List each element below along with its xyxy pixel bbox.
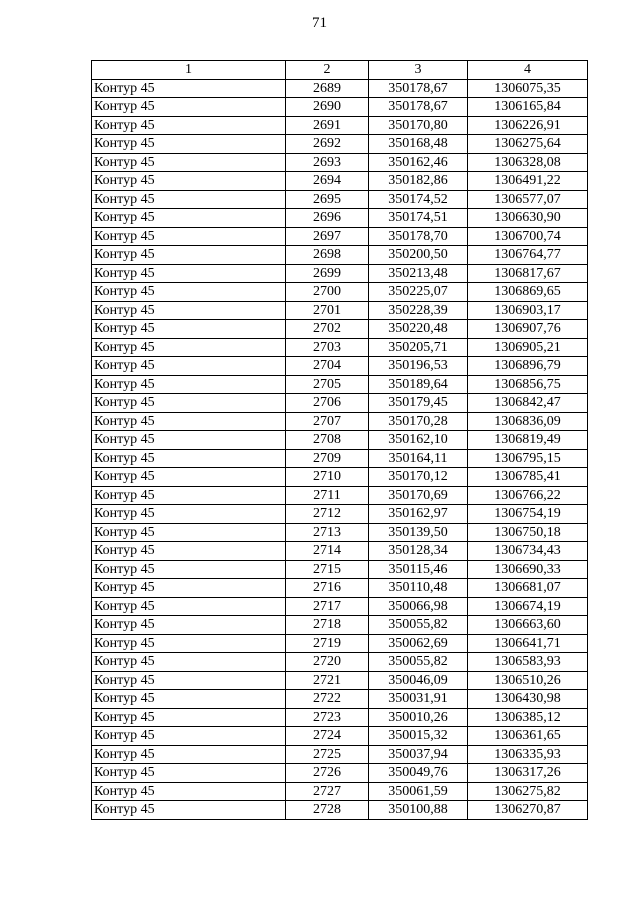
x-coordinate-cell: 350010,26	[369, 708, 468, 727]
point-number-cell: 2717	[286, 597, 369, 616]
point-number-cell: 2689	[286, 79, 369, 98]
page-number: 71	[312, 15, 327, 31]
contour-name-cell: Контур 45	[92, 727, 286, 746]
y-coordinate-cell: 1306270,87	[468, 801, 588, 820]
contour-name-cell: Контур 45	[92, 301, 286, 320]
y-coordinate-cell: 1306583,93	[468, 653, 588, 672]
contour-name-cell: Контур 45	[92, 782, 286, 801]
contour-name-cell: Контур 45	[92, 449, 286, 468]
y-coordinate-cell: 1306903,17	[468, 301, 588, 320]
table-row	[92, 79, 588, 98]
y-coordinate-cell: 1306275,64	[468, 135, 588, 154]
x-coordinate-cell: 350196,53	[369, 357, 468, 376]
point-number-cell: 2694	[286, 172, 369, 191]
y-coordinate-cell: 1306856,75	[468, 375, 588, 394]
point-number-cell: 2727	[286, 782, 369, 801]
x-coordinate-cell: 350162,97	[369, 505, 468, 524]
contour-name-cell: Контур 45	[92, 431, 286, 450]
y-coordinate-cell: 1306905,21	[468, 338, 588, 357]
y-coordinate-cell: 1306764,77	[468, 246, 588, 265]
x-coordinate-cell: 350170,28	[369, 412, 468, 431]
y-coordinate-cell: 1306491,22	[468, 172, 588, 191]
x-coordinate-cell: 350179,45	[369, 394, 468, 413]
table-row	[92, 209, 588, 228]
contour-name-cell: Контур 45	[92, 190, 286, 209]
y-coordinate-cell: 1306785,41	[468, 468, 588, 487]
y-coordinate-cell: 1306317,26	[468, 764, 588, 783]
table-row	[92, 338, 588, 357]
x-coordinate-cell: 350168,48	[369, 135, 468, 154]
contour-name-cell: Контур 45	[92, 264, 286, 283]
contour-name-cell: Контур 45	[92, 135, 286, 154]
y-coordinate-cell: 1306836,09	[468, 412, 588, 431]
x-coordinate-cell: 350228,39	[369, 301, 468, 320]
x-coordinate-cell: 350100,88	[369, 801, 468, 820]
x-coordinate-cell: 350066,98	[369, 597, 468, 616]
point-number-cell: 2702	[286, 320, 369, 339]
x-coordinate-cell: 350049,76	[369, 764, 468, 783]
y-coordinate-cell: 1306328,08	[468, 153, 588, 172]
x-coordinate-cell: 350162,10	[369, 431, 468, 450]
point-number-cell: 2723	[286, 708, 369, 727]
point-number-cell: 2713	[286, 523, 369, 542]
table-row	[92, 449, 588, 468]
x-coordinate-cell: 350170,12	[369, 468, 468, 487]
point-number-cell: 2726	[286, 764, 369, 783]
point-number-cell: 2728	[286, 801, 369, 820]
point-number-cell: 2692	[286, 135, 369, 154]
point-number-cell: 2696	[286, 209, 369, 228]
column-header: 2	[286, 61, 369, 80]
table-row	[92, 597, 588, 616]
contour-name-cell: Контур 45	[92, 634, 286, 653]
table-row	[92, 486, 588, 505]
table-row	[92, 745, 588, 764]
x-coordinate-cell: 350046,09	[369, 671, 468, 690]
table-row	[92, 116, 588, 135]
contour-name-cell: Контур 45	[92, 653, 286, 672]
contour-name-cell: Контур 45	[92, 246, 286, 265]
point-number-cell: 2725	[286, 745, 369, 764]
contour-name-cell: Контур 45	[92, 98, 286, 117]
column-header: 4	[468, 61, 588, 80]
coordinates-table	[91, 60, 588, 820]
y-coordinate-cell: 1306750,18	[468, 523, 588, 542]
x-coordinate-cell: 350174,51	[369, 209, 468, 228]
contour-name-cell: Контур 45	[92, 227, 286, 246]
point-number-cell: 2700	[286, 283, 369, 302]
point-number-cell: 2699	[286, 264, 369, 283]
contour-name-cell: Контур 45	[92, 320, 286, 339]
y-coordinate-cell: 1306075,35	[468, 79, 588, 98]
table-row	[92, 283, 588, 302]
point-number-cell: 2721	[286, 671, 369, 690]
contour-name-cell: Контур 45	[92, 79, 286, 98]
y-coordinate-cell: 1306165,84	[468, 98, 588, 117]
contour-name-cell: Контур 45	[92, 116, 286, 135]
y-coordinate-cell: 1306700,74	[468, 227, 588, 246]
point-number-cell: 2710	[286, 468, 369, 487]
y-coordinate-cell: 1306674,19	[468, 597, 588, 616]
table-row	[92, 542, 588, 561]
table-row	[92, 579, 588, 598]
y-coordinate-cell: 1306754,19	[468, 505, 588, 524]
x-coordinate-cell: 350015,32	[369, 727, 468, 746]
y-coordinate-cell: 1306226,91	[468, 116, 588, 135]
x-coordinate-cell: 350055,82	[369, 653, 468, 672]
x-coordinate-cell: 350225,07	[369, 283, 468, 302]
table-row	[92, 523, 588, 542]
point-number-cell: 2706	[286, 394, 369, 413]
y-coordinate-cell: 1306766,22	[468, 486, 588, 505]
table-row	[92, 394, 588, 413]
x-coordinate-cell: 350200,50	[369, 246, 468, 265]
contour-name-cell: Контур 45	[92, 616, 286, 635]
table-row	[92, 560, 588, 579]
table-row	[92, 320, 588, 339]
y-coordinate-cell: 1306896,79	[468, 357, 588, 376]
y-coordinate-cell: 1306577,07	[468, 190, 588, 209]
point-number-cell: 2714	[286, 542, 369, 561]
x-coordinate-cell: 350115,46	[369, 560, 468, 579]
contour-name-cell: Контур 45	[92, 542, 286, 561]
contour-name-cell: Контур 45	[92, 560, 286, 579]
table-row	[92, 801, 588, 820]
column-header: 3	[369, 61, 468, 80]
point-number-cell: 2724	[286, 727, 369, 746]
y-coordinate-cell: 1306275,82	[468, 782, 588, 801]
contour-name-cell: Контур 45	[92, 523, 286, 542]
contour-name-cell: Контур 45	[92, 690, 286, 709]
table-row	[92, 764, 588, 783]
table-row	[92, 708, 588, 727]
table-row	[92, 246, 588, 265]
y-coordinate-cell: 1306641,71	[468, 634, 588, 653]
table-row	[92, 190, 588, 209]
contour-name-cell: Контур 45	[92, 486, 286, 505]
table-row	[92, 505, 588, 524]
x-coordinate-cell: 350062,69	[369, 634, 468, 653]
table-row	[92, 431, 588, 450]
contour-name-cell: Контур 45	[92, 505, 286, 524]
point-number-cell: 2708	[286, 431, 369, 450]
point-number-cell: 2691	[286, 116, 369, 135]
contour-name-cell: Контур 45	[92, 801, 286, 820]
point-number-cell: 2711	[286, 486, 369, 505]
table-row	[92, 375, 588, 394]
contour-name-cell: Контур 45	[92, 394, 286, 413]
table-row	[92, 153, 588, 172]
point-number-cell: 2707	[286, 412, 369, 431]
x-coordinate-cell: 350182,86	[369, 172, 468, 191]
x-coordinate-cell: 350139,50	[369, 523, 468, 542]
table-row	[92, 782, 588, 801]
x-coordinate-cell: 350164,11	[369, 449, 468, 468]
contour-name-cell: Контур 45	[92, 209, 286, 228]
table-row	[92, 634, 588, 653]
contour-name-cell: Контур 45	[92, 338, 286, 357]
table-row	[92, 671, 588, 690]
x-coordinate-cell: 350205,71	[369, 338, 468, 357]
contour-name-cell: Контур 45	[92, 412, 286, 431]
y-coordinate-cell: 1306817,67	[468, 264, 588, 283]
contour-name-cell: Контур 45	[92, 745, 286, 764]
table-row	[92, 264, 588, 283]
point-number-cell: 2705	[286, 375, 369, 394]
point-number-cell: 2720	[286, 653, 369, 672]
contour-name-cell: Контур 45	[92, 283, 286, 302]
point-number-cell: 2715	[286, 560, 369, 579]
y-coordinate-cell: 1306907,76	[468, 320, 588, 339]
point-number-cell: 2701	[286, 301, 369, 320]
contour-name-cell: Контур 45	[92, 375, 286, 394]
y-coordinate-cell: 1306630,90	[468, 209, 588, 228]
table-body	[92, 79, 588, 819]
table-row	[92, 616, 588, 635]
contour-name-cell: Контур 45	[92, 764, 286, 783]
point-number-cell: 2716	[286, 579, 369, 598]
point-number-cell: 2693	[286, 153, 369, 172]
x-coordinate-cell: 350178,67	[369, 98, 468, 117]
y-coordinate-cell: 1306663,60	[468, 616, 588, 635]
contour-name-cell: Контур 45	[92, 579, 286, 598]
y-coordinate-cell: 1306430,98	[468, 690, 588, 709]
point-number-cell: 2697	[286, 227, 369, 246]
y-coordinate-cell: 1306681,07	[468, 579, 588, 598]
x-coordinate-cell: 350055,82	[369, 616, 468, 635]
x-coordinate-cell: 350061,59	[369, 782, 468, 801]
point-number-cell: 2722	[286, 690, 369, 709]
point-number-cell: 2695	[286, 190, 369, 209]
contour-name-cell: Контур 45	[92, 671, 286, 690]
y-coordinate-cell: 1306510,26	[468, 671, 588, 690]
y-coordinate-cell: 1306335,93	[468, 745, 588, 764]
point-number-cell: 2698	[286, 246, 369, 265]
y-coordinate-cell: 1306690,33	[468, 560, 588, 579]
column-header: 1	[92, 61, 286, 80]
x-coordinate-cell: 350110,48	[369, 579, 468, 598]
x-coordinate-cell: 350031,91	[369, 690, 468, 709]
table-row	[92, 227, 588, 246]
contour-name-cell: Контур 45	[92, 708, 286, 727]
x-coordinate-cell: 350220,48	[369, 320, 468, 339]
table-row	[92, 727, 588, 746]
contour-name-cell: Контур 45	[92, 357, 286, 376]
y-coordinate-cell: 1306819,49	[468, 431, 588, 450]
y-coordinate-cell: 1306795,15	[468, 449, 588, 468]
y-coordinate-cell: 1306842,47	[468, 394, 588, 413]
point-number-cell: 2712	[286, 505, 369, 524]
table-row	[92, 172, 588, 191]
table-row	[92, 357, 588, 376]
table-header-row	[92, 61, 588, 80]
contour-name-cell: Контур 45	[92, 172, 286, 191]
point-number-cell: 2709	[286, 449, 369, 468]
point-number-cell: 2719	[286, 634, 369, 653]
table-row	[92, 412, 588, 431]
table-row	[92, 690, 588, 709]
table-row	[92, 653, 588, 672]
point-number-cell: 2718	[286, 616, 369, 635]
x-coordinate-cell: 350189,64	[369, 375, 468, 394]
point-number-cell: 2704	[286, 357, 369, 376]
contour-name-cell: Контур 45	[92, 153, 286, 172]
x-coordinate-cell: 350178,70	[369, 227, 468, 246]
x-coordinate-cell: 350162,46	[369, 153, 468, 172]
y-coordinate-cell: 1306869,65	[468, 283, 588, 302]
table-row	[92, 98, 588, 117]
x-coordinate-cell: 350128,34	[369, 542, 468, 561]
y-coordinate-cell: 1306385,12	[468, 708, 588, 727]
x-coordinate-cell: 350170,69	[369, 486, 468, 505]
point-number-cell: 2690	[286, 98, 369, 117]
x-coordinate-cell: 350174,52	[369, 190, 468, 209]
table-row	[92, 301, 588, 320]
point-number-cell: 2703	[286, 338, 369, 357]
y-coordinate-cell: 1306734,43	[468, 542, 588, 561]
x-coordinate-cell: 350170,80	[369, 116, 468, 135]
contour-name-cell: Контур 45	[92, 597, 286, 616]
y-coordinate-cell: 1306361,65	[468, 727, 588, 746]
x-coordinate-cell: 350037,94	[369, 745, 468, 764]
table-row	[92, 468, 588, 487]
contour-name-cell: Контур 45	[92, 468, 286, 487]
table-row	[92, 135, 588, 154]
x-coordinate-cell: 350178,67	[369, 79, 468, 98]
x-coordinate-cell: 350213,48	[369, 264, 468, 283]
